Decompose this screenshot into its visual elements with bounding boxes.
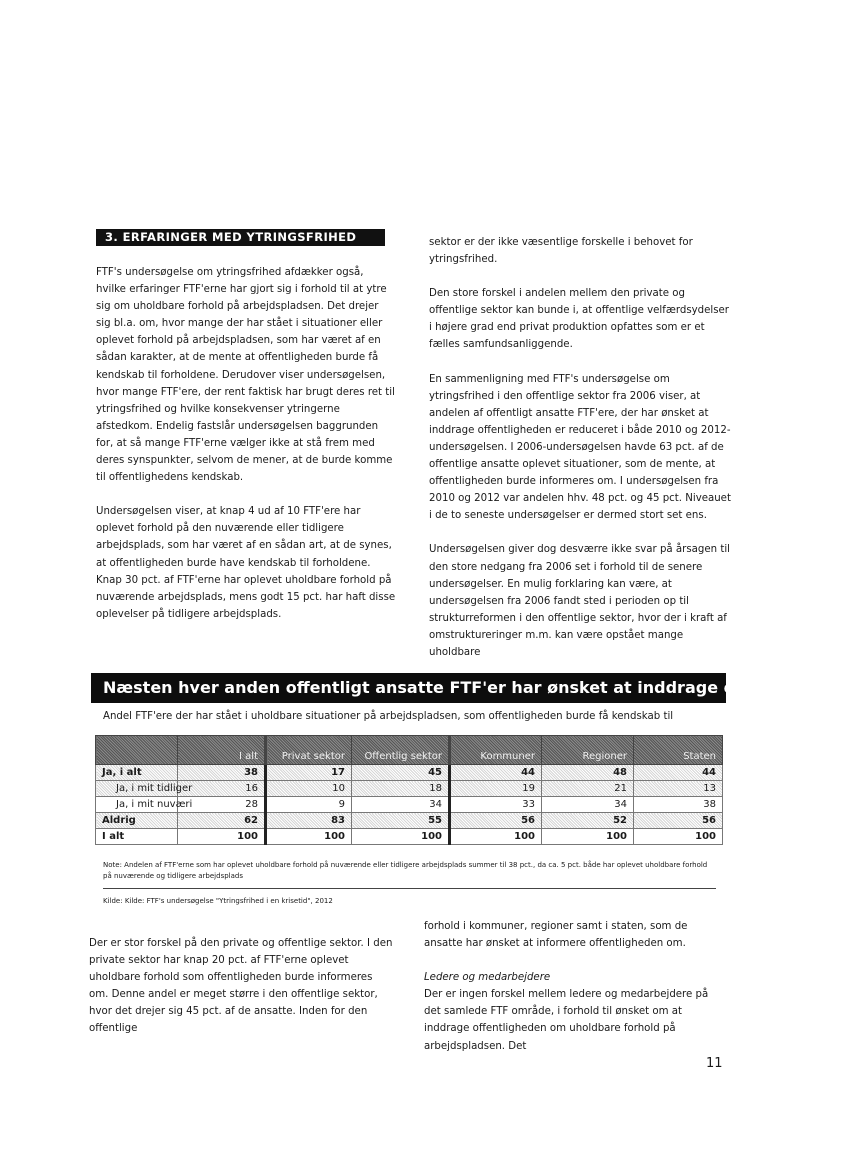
table-cell: 62	[178, 813, 266, 829]
table-row	[96, 797, 723, 813]
table-cell: 56	[450, 813, 542, 829]
box-title: Næsten hver anden offentligt ansatte FTF'er har ønsket at inddrage offentligheden	[91, 673, 726, 703]
table-cell: 10	[266, 781, 352, 797]
table-cell: 16	[178, 781, 266, 797]
table-cell: 38	[178, 765, 266, 781]
table-cell: 17	[266, 765, 352, 781]
row-label: I alt	[96, 829, 178, 845]
table-cell: 38	[634, 797, 723, 813]
section-heading: 3. ERFARINGER MED YTRINGSFRIHED	[96, 229, 385, 246]
box-subtitle: Andel FTF'ere der har stået i uholdbare situationer på arbejdspladsen, som offentligheden burde få kendskab til	[103, 711, 674, 722]
table-cell: 18	[352, 781, 450, 797]
table-cell: 100	[178, 829, 266, 845]
table-row	[96, 813, 723, 829]
right-column-bottom	[424, 918, 724, 1055]
divider	[103, 888, 716, 889]
table-cell: 21	[542, 781, 634, 797]
table-header-row	[96, 736, 723, 765]
subheading: Ledere og medarbejdere	[424, 972, 551, 984]
table-cell: 100	[266, 829, 352, 845]
column-header: Kommuner	[450, 736, 542, 765]
table-cell: 28	[178, 797, 266, 813]
table-cell: 44	[450, 765, 542, 781]
table-source: Kilde: Kilde: FTF's undersøgelse "Ytringsfrihed i en krisetid", 2012	[103, 897, 333, 905]
table-cell: 56	[634, 813, 723, 829]
column-header: I alt	[178, 736, 266, 765]
table-cell: 34	[542, 797, 634, 813]
table-cell: 9	[266, 797, 352, 813]
paragraph: Undersøgelsen giver dog desværre ikke svar på årsagen til den store nedgang fra 2006 set i forhold til de senere undersøgelser. En mulig forklaring kan være, at undersøgelsen fra 2006 fandt sted i perioden op til strukturreformen i den offentlige sektor, hvor der i kraft af omstruktureringer m.m. kan være opstået mange uholdbare	[429, 544, 730, 658]
right-column-top	[429, 234, 731, 661]
table-cell: 83	[266, 813, 352, 829]
table-cell: 48	[542, 765, 634, 781]
table-row-total	[96, 829, 723, 845]
row-label: Ja, i mit tidliger	[96, 781, 178, 797]
paragraph: Undersøgelsen viser, at knap 4 ud af 10 FTF'ere har oplevet forhold på den nuværende eller tidligere arbejdsplads, som har været af en sådan art, at de synes, at offentligheden burde have kendskab til forholdene. Knap 30 pct. af FTF'erne har oplevet uholdbare forhold på nuværende arbejdsplads, mens godt 15 pct. har haft disse oplevelser på tidligere arbejdsplads.	[96, 506, 396, 620]
table-cell: 100	[352, 829, 450, 845]
table-cell: 100	[634, 829, 723, 845]
column-header	[96, 736, 178, 765]
column-header: Regioner	[542, 736, 634, 765]
table-row	[96, 781, 723, 797]
table-cell: 100	[542, 829, 634, 845]
paragraph: sektor er der ikke væsentlige forskelle i behovet for ytringsfrihed.	[429, 237, 693, 266]
table-cell: 44	[634, 765, 723, 781]
row-label: Ja, i alt	[96, 765, 178, 781]
column-header: Staten	[634, 736, 723, 765]
table-cell: 33	[450, 797, 542, 813]
left-column-bottom	[89, 935, 394, 1038]
table-cell: 100	[450, 829, 542, 845]
table-row	[96, 765, 723, 781]
paragraph: forhold i kommuner, regioner samt i staten, som de ansatte har ønsket at informere offentligheden om.	[424, 921, 688, 950]
left-column-top	[96, 264, 396, 623]
paragraph: Der er ingen forskel mellem ledere og medarbejdere på det samlede FTF område, i forhold til ønsket om at inddrage offentligheden om uholdbare forhold på arbejdspladsen. Det	[424, 989, 709, 1052]
table-cell: 13	[634, 781, 723, 797]
column-header: Offentlig sektor	[352, 736, 450, 765]
data-table	[95, 735, 723, 845]
paragraph: En sammenligning med FTF's undersøgelse om ytringsfrihed i den offentlige sektor fra 2006 viser, at andelen af offentligt ansatte FTF'ere, der har ønsket at inddrage offentligheden er reduceret i både 2010 og 2012-undersøgelsen. I 2006-undersøgelsen havde 63 pct. af de offentlige ansatte oplevet situationer, som de mente, at offentligheden burde informeres om. I undersøgelsen fra 2010 og 2012 var andelen hhv. 48 pct. og 45 pct. Niveauet i de to seneste undersøgelser er dermed stort set ens.	[429, 373, 731, 522]
page-number: 11	[706, 1056, 723, 1071]
data-table-wrapper	[95, 735, 722, 845]
column-header: Privat sektor	[266, 736, 352, 765]
row-label: Aldrig	[96, 813, 178, 829]
table-cell: 45	[352, 765, 450, 781]
paragraph: Den store forskel i andelen mellem den private og offentlige sektor kan bunde i, at offentlige velfærdsydelser i højere grad end privat produktion opfattes som er et fælles samfundsanliggende.	[429, 288, 729, 351]
table-cell: 55	[352, 813, 450, 829]
row-label: Ja, i mit nuværi	[96, 797, 178, 813]
table-note: Note: Andelen af FTF'erne som har oplevet uholdbare forhold på nuværende eller tidligere arbejdsplads summer til 38 pct., da ca. 5 pct. både har oplevet uholdbare forhold på nuværende og tidligere arbejdsplads	[103, 861, 708, 880]
table-cell: 19	[450, 781, 542, 797]
paragraph: Der er stor forskel på den private og offentlige sektor. I den private sektor har knap 20 pct. af FTF'erne oplevet uholdbare forhold som offentligheden burde informeres om. Denne andel er meget større i den offentlige sektor, hvor det drejer sig 45 pct. af de ansatte. Inden for den offentlige	[89, 938, 393, 1035]
paragraph: FTF's undersøgelse om ytringsfrihed afdækker også, hvilke erfaringer FTF'erne har gjort sig i forhold til at ytre sig om uholdbare forhold på arbejdspladsen. Det drejer sig bl.a. om, hvor mange der har stået i situationer eller oplevet forhold på arbejdspladsen, som har været af en sådan karakter, at de mente at offentligheden burde få kendskab til forholdene. Derudover viser undersøgelsen, hvor mange FTF'ere, der rent faktisk har brugt deres ret til ytringsfrihed og hvilke konsekvenser ytringerne afstedkom. Endelig fastslår undersøgelsen baggrunden for, at så mange FTF'erne vælger ikke at stå frem med deres synspunkter, selvom de mener, at de burde komme til offentlighedens kendskab.	[96, 267, 395, 484]
table-cell: 34	[352, 797, 450, 813]
table-cell: 52	[542, 813, 634, 829]
